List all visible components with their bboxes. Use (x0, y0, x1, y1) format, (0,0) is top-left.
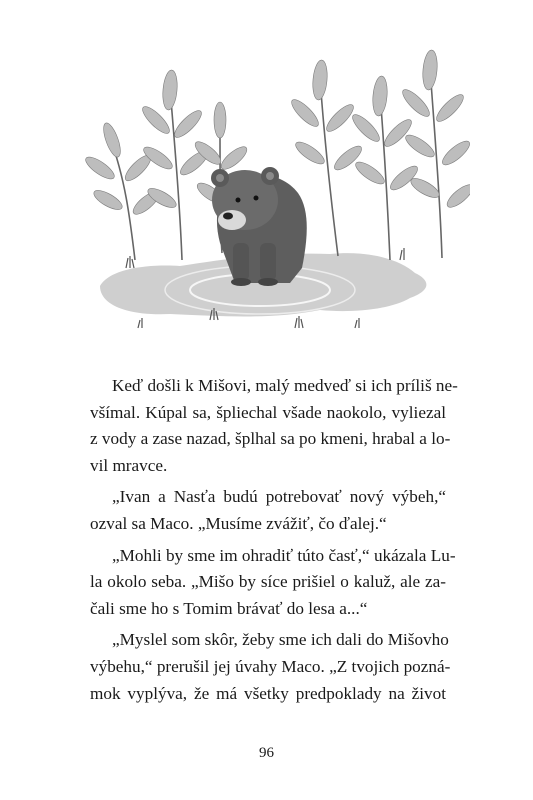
text-line: ozval sa Maco. „Musíme zvážiť, čo ďalej.“ (90, 513, 387, 533)
text-line: la okolo seba. „Mišo by síce prišiel o kaluž, ale za- (90, 572, 446, 592)
paragraph (90, 484, 446, 537)
text-line: výbehu,“ prerušil jej úvahy Maco. „Z tvojich pozná- (90, 656, 451, 676)
text-line: Keď došli k Mišovi, malý medveď si ich príliš ne- (112, 376, 458, 395)
body-text (90, 373, 458, 707)
paragraph (90, 373, 458, 479)
text-line: z vody a zase nazad, šplhal sa po kmeni, hrabal a lo- (90, 429, 451, 449)
text-line: „Mohli by sme im ohradiť túto časť,“ ukázala Lu- (112, 545, 456, 565)
page-number: 96 (259, 745, 274, 761)
text-line: „Myslel som skôr, žeby sme ich dali do Mišovho (112, 630, 449, 650)
paragraph (90, 627, 451, 707)
paragraph (90, 543, 456, 623)
text-line: mok vyplýva, že má všetky predpoklady na život (90, 683, 446, 703)
bear-illustration (70, 28, 470, 348)
text-line: „Ivan a Nasťa budú potrebovať nový výbeh,“ (112, 487, 446, 507)
text-line: všímal. Kúpal sa, špliechal všade naokolo, vyliezal (90, 402, 446, 422)
text-line: čali sme ho s Tomim brávať do lesa a...“ (90, 598, 368, 618)
text-line: vil mravce. (90, 455, 168, 475)
